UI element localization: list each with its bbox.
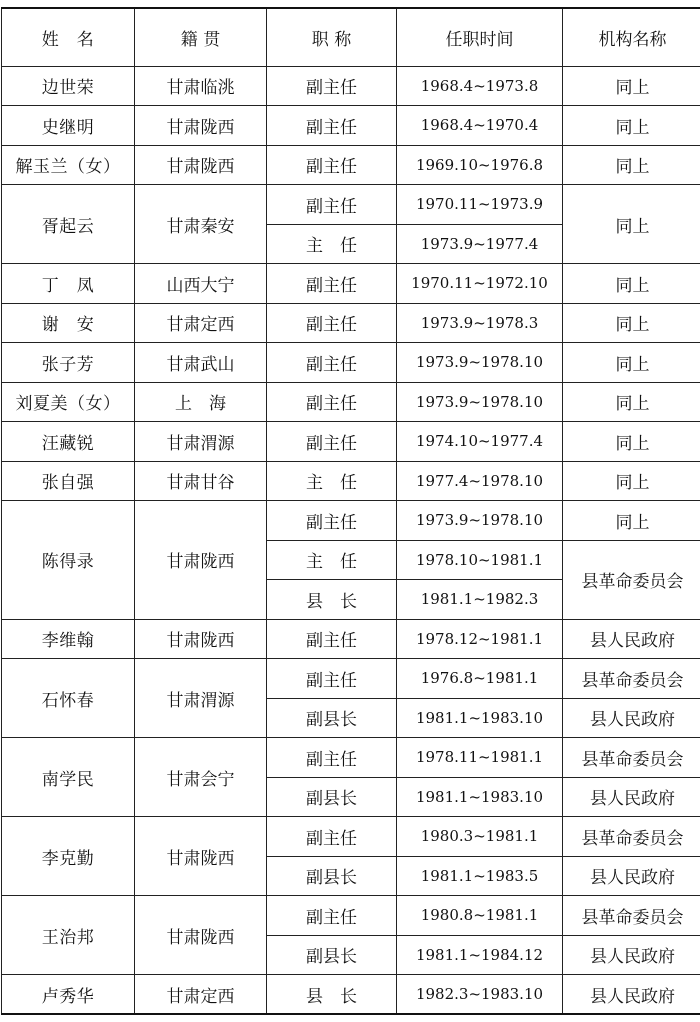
cell-title: 主 任 bbox=[267, 461, 397, 501]
cell-term: 1977.4~1978.10 bbox=[397, 461, 563, 501]
cell-name: 卢秀华 bbox=[2, 975, 135, 1015]
cell-title: 主 任 bbox=[267, 540, 397, 580]
cell-title: 县 长 bbox=[267, 580, 397, 620]
cell-org: 县人民政府 bbox=[563, 619, 700, 659]
cell-term: 1981.1~1983.5 bbox=[397, 856, 563, 896]
header-name: 姓 名 bbox=[2, 8, 135, 66]
cell-native-place: 甘肃武山 bbox=[135, 343, 267, 383]
table-row bbox=[2, 659, 700, 699]
cell-name: 胥起云 bbox=[2, 185, 135, 264]
cell-title: 副县长 bbox=[267, 935, 397, 975]
cell-term: 1974.10~1977.4 bbox=[397, 422, 563, 462]
table-row bbox=[2, 896, 700, 936]
cell-org: 同上 bbox=[563, 382, 700, 422]
cell-org: 县人民政府 bbox=[563, 935, 700, 975]
cell-term: 1973.9~1977.4 bbox=[397, 224, 563, 264]
cell-title: 副主任 bbox=[267, 896, 397, 936]
cell-title: 副主任 bbox=[267, 619, 397, 659]
cell-term: 1978.12~1981.1 bbox=[397, 619, 563, 659]
header-org: 机构名称 bbox=[563, 8, 700, 66]
cell-native-place: 甘肃临洮 bbox=[135, 66, 267, 106]
cell-native-place: 甘肃会宁 bbox=[135, 738, 267, 817]
table-body bbox=[2, 66, 700, 1014]
cell-term: 1976.8~1981.1 bbox=[397, 659, 563, 699]
cell-native-place: 甘肃定西 bbox=[135, 975, 267, 1015]
table-row bbox=[2, 264, 700, 304]
table-header bbox=[2, 8, 700, 66]
cell-org: 县革命委员会 bbox=[563, 817, 700, 857]
cell-org: 县人民政府 bbox=[563, 698, 700, 738]
cell-title: 副县长 bbox=[267, 698, 397, 738]
cell-title: 副县长 bbox=[267, 856, 397, 896]
cell-name: 王治邦 bbox=[2, 896, 135, 975]
cell-term: 1973.9~1978.10 bbox=[397, 501, 563, 541]
cell-native-place: 甘肃定西 bbox=[135, 303, 267, 343]
cell-org: 同上 bbox=[563, 422, 700, 462]
cell-org: 县革命委员会 bbox=[563, 659, 700, 699]
cell-title: 副县长 bbox=[267, 777, 397, 817]
cell-org: 同上 bbox=[563, 264, 700, 304]
table-row bbox=[2, 106, 700, 146]
cell-title: 副主任 bbox=[267, 264, 397, 304]
cell-name: 谢 安 bbox=[2, 303, 135, 343]
cell-org: 县革命委员会 bbox=[563, 540, 700, 619]
cell-native-place: 甘肃陇西 bbox=[135, 106, 267, 146]
table-row bbox=[2, 975, 700, 1015]
table-row bbox=[2, 382, 700, 422]
cell-term: 1981.1~1984.12 bbox=[397, 935, 563, 975]
cell-title: 副主任 bbox=[267, 303, 397, 343]
cell-org: 同上 bbox=[563, 343, 700, 383]
cell-org: 同上 bbox=[563, 303, 700, 343]
cell-native-place: 甘肃甘谷 bbox=[135, 461, 267, 501]
table-row bbox=[2, 738, 700, 778]
cell-term: 1970.11~1972.10 bbox=[397, 264, 563, 304]
cell-org: 同上 bbox=[563, 501, 700, 541]
table-row bbox=[2, 461, 700, 501]
cell-native-place: 甘肃渭源 bbox=[135, 659, 267, 738]
cell-org: 县革命委员会 bbox=[563, 738, 700, 778]
cell-org: 县人民政府 bbox=[563, 777, 700, 817]
cell-name: 李维翰 bbox=[2, 619, 135, 659]
cell-term: 1973.9~1978.3 bbox=[397, 303, 563, 343]
cell-native-place: 上 海 bbox=[135, 382, 267, 422]
table-row bbox=[2, 501, 700, 541]
cell-term: 1980.8~1981.1 bbox=[397, 896, 563, 936]
cell-native-place: 甘肃渭源 bbox=[135, 422, 267, 462]
cell-term: 1980.3~1981.1 bbox=[397, 817, 563, 857]
table-row bbox=[2, 185, 700, 225]
cell-title: 副主任 bbox=[267, 185, 397, 225]
cell-org: 县人民政府 bbox=[563, 975, 700, 1015]
cell-term: 1968.4~1970.4 bbox=[397, 106, 563, 146]
cell-org: 同上 bbox=[563, 66, 700, 106]
cell-term: 1981.1~1983.10 bbox=[397, 698, 563, 738]
cell-org: 同上 bbox=[563, 185, 700, 264]
table-row bbox=[2, 619, 700, 659]
cell-title: 副主任 bbox=[267, 145, 397, 185]
officials-table bbox=[1, 7, 700, 1015]
cell-native-place: 甘肃陇西 bbox=[135, 619, 267, 659]
cell-org: 同上 bbox=[563, 145, 700, 185]
cell-name: 汪藏锐 bbox=[2, 422, 135, 462]
cell-term: 1978.10~1981.1 bbox=[397, 540, 563, 580]
header-row bbox=[2, 8, 700, 66]
cell-title: 副主任 bbox=[267, 382, 397, 422]
cell-name: 边世荣 bbox=[2, 66, 135, 106]
cell-title: 主 任 bbox=[267, 224, 397, 264]
cell-name: 丁 凤 bbox=[2, 264, 135, 304]
cell-title: 县 长 bbox=[267, 975, 397, 1015]
header-native-place: 籍 贯 bbox=[135, 8, 267, 66]
cell-title: 副主任 bbox=[267, 659, 397, 699]
cell-native-place: 山西大宁 bbox=[135, 264, 267, 304]
cell-title: 副主任 bbox=[267, 501, 397, 541]
cell-title: 副主任 bbox=[267, 66, 397, 106]
cell-native-place: 甘肃陇西 bbox=[135, 501, 267, 620]
cell-org: 县革命委员会 bbox=[563, 896, 700, 936]
header-term: 任职时间 bbox=[397, 8, 563, 66]
cell-title: 副主任 bbox=[267, 422, 397, 462]
cell-native-place: 甘肃陇西 bbox=[135, 145, 267, 185]
cell-native-place: 甘肃陇西 bbox=[135, 896, 267, 975]
cell-term: 1982.3~1983.10 bbox=[397, 975, 563, 1015]
cell-title: 副主任 bbox=[267, 738, 397, 778]
table-row bbox=[2, 343, 700, 383]
cell-term: 1981.1~1982.3 bbox=[397, 580, 563, 620]
cell-title: 副主任 bbox=[267, 817, 397, 857]
table-row bbox=[2, 303, 700, 343]
cell-term: 1973.9~1978.10 bbox=[397, 382, 563, 422]
cell-title: 副主任 bbox=[267, 106, 397, 146]
cell-term: 1973.9~1978.10 bbox=[397, 343, 563, 383]
cell-name: 张自强 bbox=[2, 461, 135, 501]
cell-org: 同上 bbox=[563, 106, 700, 146]
cell-title: 副主任 bbox=[267, 343, 397, 383]
table-row bbox=[2, 145, 700, 185]
cell-name: 解玉兰（女） bbox=[2, 145, 135, 185]
cell-native-place: 甘肃秦安 bbox=[135, 185, 267, 264]
cell-name: 南学民 bbox=[2, 738, 135, 817]
cell-name: 史继明 bbox=[2, 106, 135, 146]
header-title: 职 称 bbox=[267, 8, 397, 66]
cell-name: 陈得录 bbox=[2, 501, 135, 620]
table-row bbox=[2, 66, 700, 106]
cell-org: 县人民政府 bbox=[563, 856, 700, 896]
cell-term: 1978.11~1981.1 bbox=[397, 738, 563, 778]
cell-term: 1970.11~1973.9 bbox=[397, 185, 563, 225]
cell-org: 同上 bbox=[563, 461, 700, 501]
table-row bbox=[2, 422, 700, 462]
table-row bbox=[2, 817, 700, 857]
cell-name: 张子芳 bbox=[2, 343, 135, 383]
cell-term: 1968.4~1973.8 bbox=[397, 66, 563, 106]
cell-term: 1969.10~1976.8 bbox=[397, 145, 563, 185]
cell-name: 石怀春 bbox=[2, 659, 135, 738]
cell-term: 1981.1~1983.10 bbox=[397, 777, 563, 817]
cell-native-place: 甘肃陇西 bbox=[135, 817, 267, 896]
cell-name: 刘夏美（女） bbox=[2, 382, 135, 422]
cell-name: 李克勤 bbox=[2, 817, 135, 896]
